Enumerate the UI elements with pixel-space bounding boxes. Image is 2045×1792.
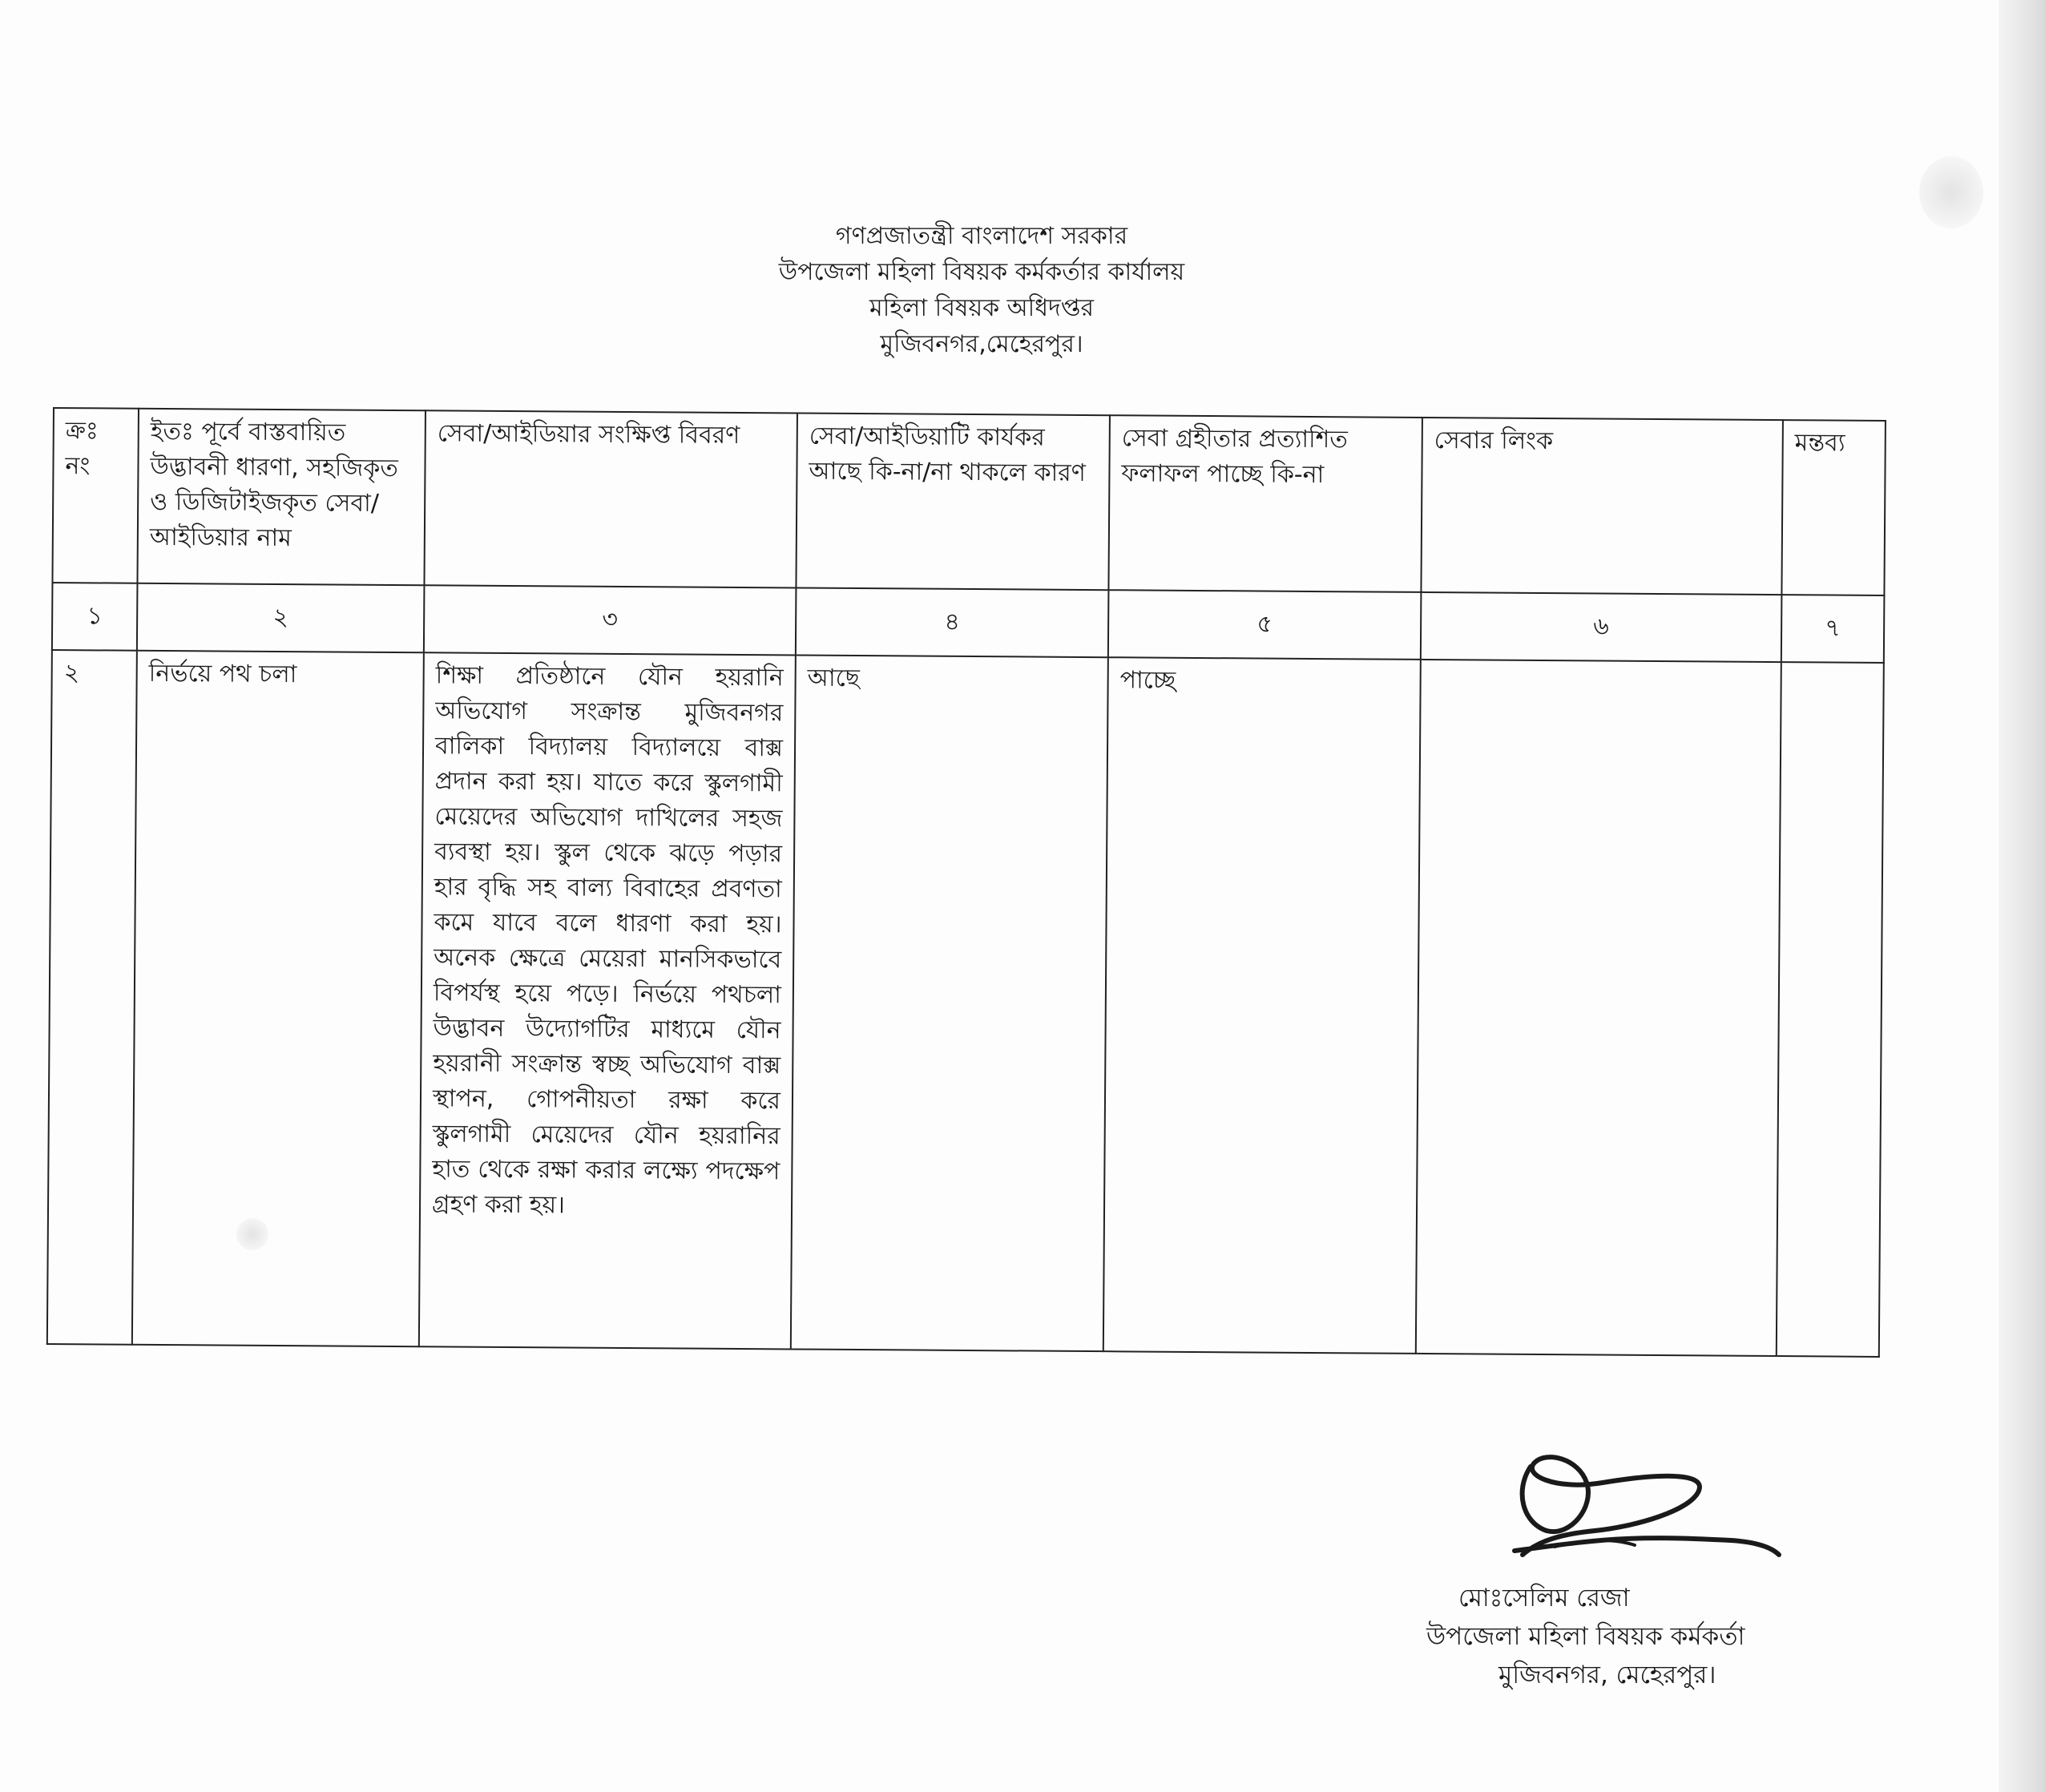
signatory-designation: উপজেলা মহিলা বিষয়ক কর্মকর্তা <box>1426 1622 1745 1651</box>
scan-edge-shadow <box>1999 0 2045 1792</box>
column-number: ৪ <box>796 587 1109 657</box>
cell-serial: ২ <box>47 650 137 1345</box>
office-name: উপজেলা মহিলা বিষয়ক কর্মকর্তার কার্যালয় <box>778 258 1185 286</box>
signatory-place: মুজিবনগর, মেহেরপুর। <box>1498 1661 1716 1689</box>
column-header-remarks: মন্তব্য <box>1781 420 1886 595</box>
table-header-row <box>52 408 1885 595</box>
column-header-serial: ক্রঃ নং <box>52 408 139 583</box>
signatory-block <box>1426 1579 1843 1694</box>
column-number: ২ <box>137 583 425 652</box>
table-row <box>47 650 1884 1357</box>
department-name: মহিলা বিষয়ক অধিদপ্তর <box>869 294 1094 322</box>
cell-description: শিক্ষা প্রতিষ্ঠানে যৌন হয়রানি অভিযোগ সংক্রান্ত মুজিবনগর বালিকা বিদ্যালয় বিদ্যালয়ে বাক্স প্রদান করা হয়। যাতে করে স্কুলগামী মেয়েদের অভিযোগ দাখিলের সহজ ব্যবস্থা হয়। স্কুল থেকে ঝড়ে পড়ার হার বৃদ্ধি সহ বাল্য বিবাহের প্রবণতা কমে যাবে বলে ধারণা করা হয়। অনেক ক্ষেত্রে মেয়েরা মানসিকভাবে বিপর্যস্থ হয়ে পড়ে। নির্ভয়ে পথচলা উদ্ভাবন উদ্যোগটির মাধ্যমে যৌন হয়রানী সংক্রান্ত স্বচ্ছ অভিযোগ বাক্স স্থাপন, গোপনীয়তা রক্ষা করে স্কুলগামী মেয়েদের যৌন হয়রানির হাত থেকে রক্ষা করার লক্ষ্যে পদক্ষেপ গ্রহণ করা হয়। <box>419 652 796 1349</box>
column-number: ১ <box>52 583 138 651</box>
cell-expected-outcome: পাচ্ছে <box>1103 657 1421 1354</box>
column-number: ৩ <box>424 585 797 655</box>
cell-remarks <box>1777 662 1884 1357</box>
office-location: মুজিবনগর,মেহেরপুর। <box>880 330 1083 358</box>
column-header-expected-outcome: সেবা গ্রহীতার প্রত্যাশিত ফলাফল পাচ্ছে কি-না <box>1108 415 1422 592</box>
scan-smudge <box>1919 156 1983 228</box>
signatory-name: মোঃসেলিম রেজা <box>1458 1584 1630 1612</box>
cell-active-status: আছে <box>791 655 1108 1351</box>
column-header-service-link: সেবার লিংক <box>1421 418 1783 595</box>
cell-idea-name: নির্ভয়ে পথ চলা <box>132 651 424 1346</box>
column-number: ৭ <box>1781 595 1885 663</box>
column-header-idea-name: ইতঃ পূর্বে বাস্তবায়িত উদ্ভাবনী ধারণা, সহজিকৃত ও ডিজিটাইজকৃত সেবা/আইডিয়ার নাম <box>137 409 426 585</box>
column-number: ৬ <box>1421 592 1782 662</box>
innovation-table <box>46 407 1885 1394</box>
column-header-active-status: সেবা/আইডিয়াটি কার্যকর আছে কি-না/না থাকলে কারণ <box>796 413 1110 590</box>
cell-service-link <box>1416 660 1781 1356</box>
handwritten-signature <box>1498 1435 1787 1571</box>
column-header-description: সেবা/আইডিয়ার সংক্ষিপ্ত বিবরণ <box>424 410 797 587</box>
column-number: ৫ <box>1108 590 1422 660</box>
office-header <box>705 218 1258 362</box>
government-name: গণপ্রজাতন্ত্রী বাংলাদেশ সরকার <box>835 222 1128 250</box>
column-number-row <box>52 583 1885 663</box>
